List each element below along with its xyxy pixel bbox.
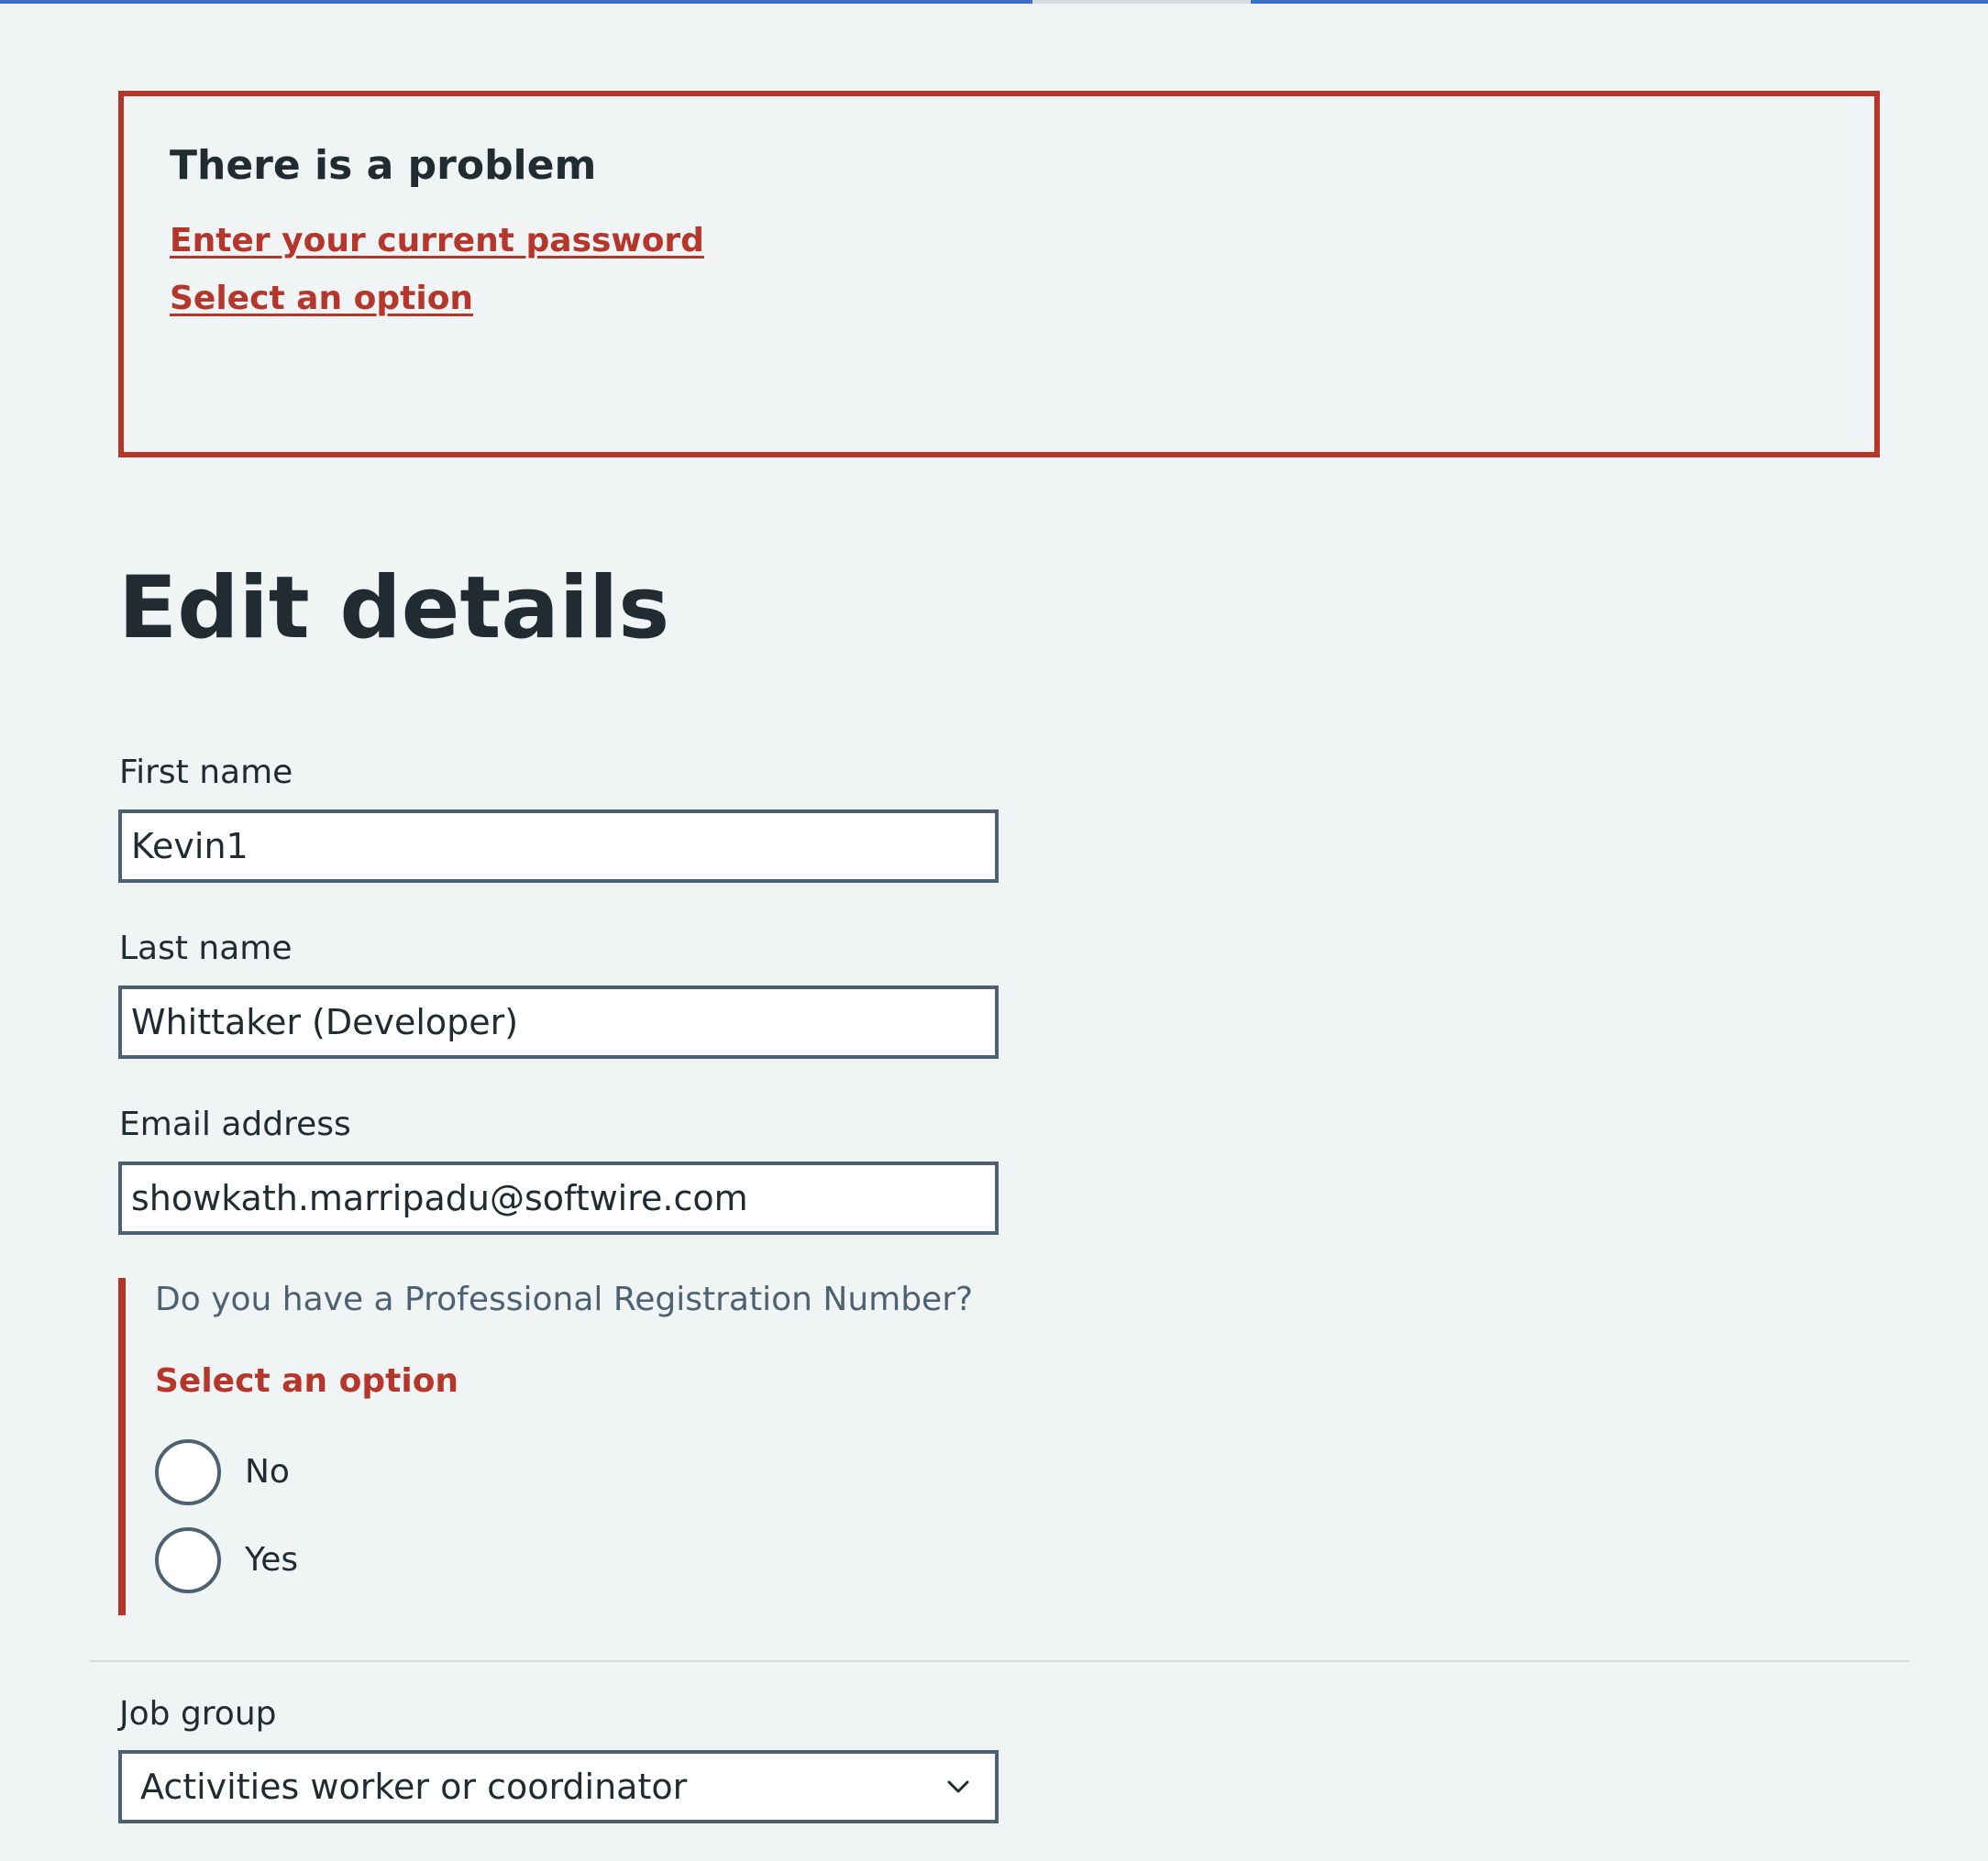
job-group-select[interactable] xyxy=(118,1750,999,1823)
prn-error-message: Select an option xyxy=(155,1362,459,1400)
chevron-down-icon xyxy=(940,1768,977,1805)
error-summary-item xyxy=(170,222,1828,259)
radio-label-no[interactable]: No xyxy=(245,1453,290,1492)
email-label: Email address xyxy=(119,1106,351,1143)
first-name-label: First name xyxy=(119,754,293,791)
radio-label-yes[interactable]: Yes xyxy=(245,1541,299,1580)
job-group-selected-value: Activities worker or coordinator xyxy=(140,1767,688,1807)
error-summary xyxy=(118,91,1880,457)
radio-option-yes[interactable] xyxy=(155,1527,298,1593)
prn-legend: Do you have a Professional Registration Number? xyxy=(155,1281,974,1318)
error-link-current-password[interactable]: Enter your current password xyxy=(170,221,704,259)
prn-fieldset xyxy=(118,1278,1043,1615)
error-summary-item xyxy=(170,280,1828,317)
job-group-label: Job group xyxy=(119,1695,277,1733)
top-progress-line xyxy=(0,0,1988,4)
last-name-label: Last name xyxy=(119,930,293,967)
first-name-input[interactable] xyxy=(118,809,999,883)
radio-button-yes[interactable] xyxy=(155,1527,221,1593)
page-title: Edit details xyxy=(118,558,670,658)
error-link-select-option[interactable]: Select an option xyxy=(170,279,474,317)
radio-button-no[interactable] xyxy=(155,1439,221,1505)
last-name-input[interactable] xyxy=(118,986,999,1059)
error-summary-list xyxy=(170,222,1828,317)
email-input[interactable] xyxy=(118,1162,999,1235)
error-summary-title: There is a problem xyxy=(170,142,597,189)
top-line-gap xyxy=(1033,0,1251,4)
radio-option-no[interactable] xyxy=(155,1439,290,1505)
section-divider xyxy=(90,1660,1909,1662)
